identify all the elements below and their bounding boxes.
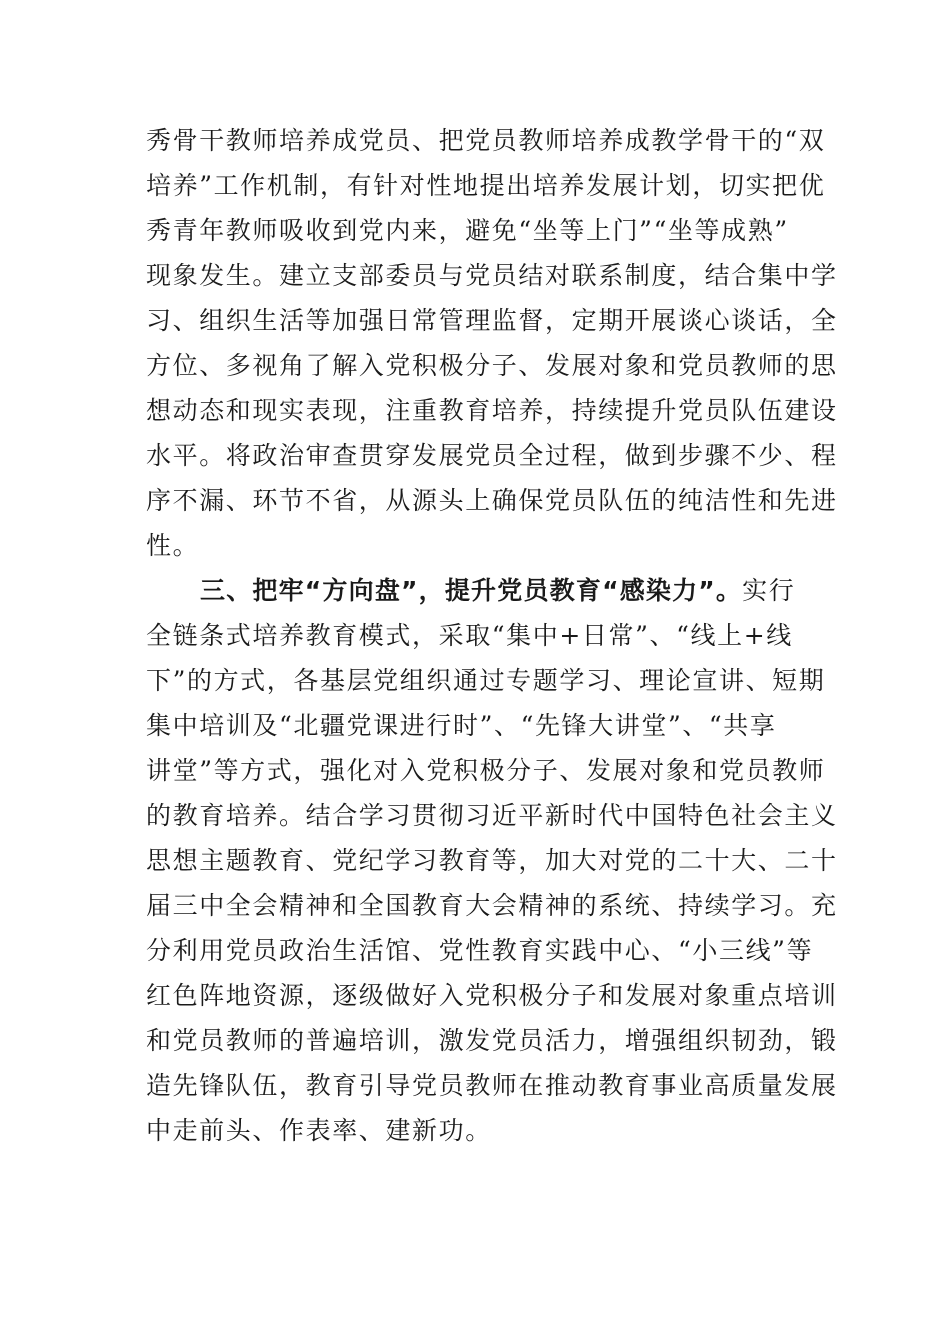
paragraph-line: 讲堂”等方式，强化对入党积极分子、发展对象和党员教师 — [146, 756, 826, 785]
paragraph-line: 红色阵地资源，逐级做好入党积极分子和发展对象重点培训 — [146, 981, 838, 1010]
paragraph-line: 培养”工作机制，有针对性地提出培养发展计划，切实把优 — [146, 171, 826, 200]
paragraph-line: 方位、多视角了解入党积极分子、发展对象和党员教师的思 — [146, 351, 838, 380]
paragraph-line: 分利用党员政治生活馆、党性教育实践中心、“小三线”等 — [146, 936, 814, 965]
section-3-first-line — [146, 568, 810, 613]
paragraph-line: 水平。将政治审查贯穿发展党员全过程，做到步骤不少、程 — [146, 441, 838, 470]
paragraph-line: 思想主题教育、党纪学习教育等，加大对党的二十大、二十 — [146, 846, 838, 875]
document-body — [146, 118, 838, 1153]
paragraph-line: 秀青年教师吸收到党内来，避免“坐等上门”“坐等成熟” — [146, 216, 789, 245]
paragraph-line: 届三中全会精神和全国教育大会精神的系统、持续学习。充 — [146, 891, 838, 920]
paragraph-line: 秀骨干教师培养成党员、把党员教师培养成教学骨干的“双 — [146, 126, 826, 155]
paragraph-line: 造先锋队伍，教育引导党员教师在推动教育事业高质量发展 — [146, 1071, 838, 1100]
paragraph-line: 集中培训及“北疆党课进行时”、“先锋大讲堂”、“共享 — [146, 711, 777, 740]
paragraph-line: 全链条式培养教育模式，采取“集中+日常”、“线上+线 — [146, 621, 793, 650]
paragraph-line: 下”的方式，各基层党组织通过专题学习、理论宣讲、短期 — [146, 666, 826, 695]
paragraph-line: 序不漏、环节不省，从源头上确保党员队伍的纯洁性和先进 — [146, 486, 838, 515]
paragraph-line: 想动态和现实表现，注重教育培养，持续提升党员队伍建设 — [146, 396, 838, 425]
paragraph-line: 性。 — [146, 531, 200, 560]
paragraph-line: 和党员教师的普遍培训，激发党员活力，增强组织韧劲，锻 — [146, 1026, 838, 1055]
paragraph-line: 习、组织生活等加强日常管理监督，定期开展谈心谈话，全 — [146, 306, 838, 335]
paragraph-line: 现象发生。建立支部委员与党员结对联系制度，结合集中学 — [146, 261, 838, 290]
paragraph-line: 的教育培养。结合学习贯彻习近平新时代中国特色社会主义 — [146, 801, 838, 830]
section-3-heading: 三、把牢“方向盘”，提升党员教育“感染力”。 — [200, 576, 743, 605]
paragraph-line: 中走前头、作表率、建新功。 — [146, 1116, 492, 1145]
section-3-first-line-text: 实行 — [742, 576, 796, 605]
